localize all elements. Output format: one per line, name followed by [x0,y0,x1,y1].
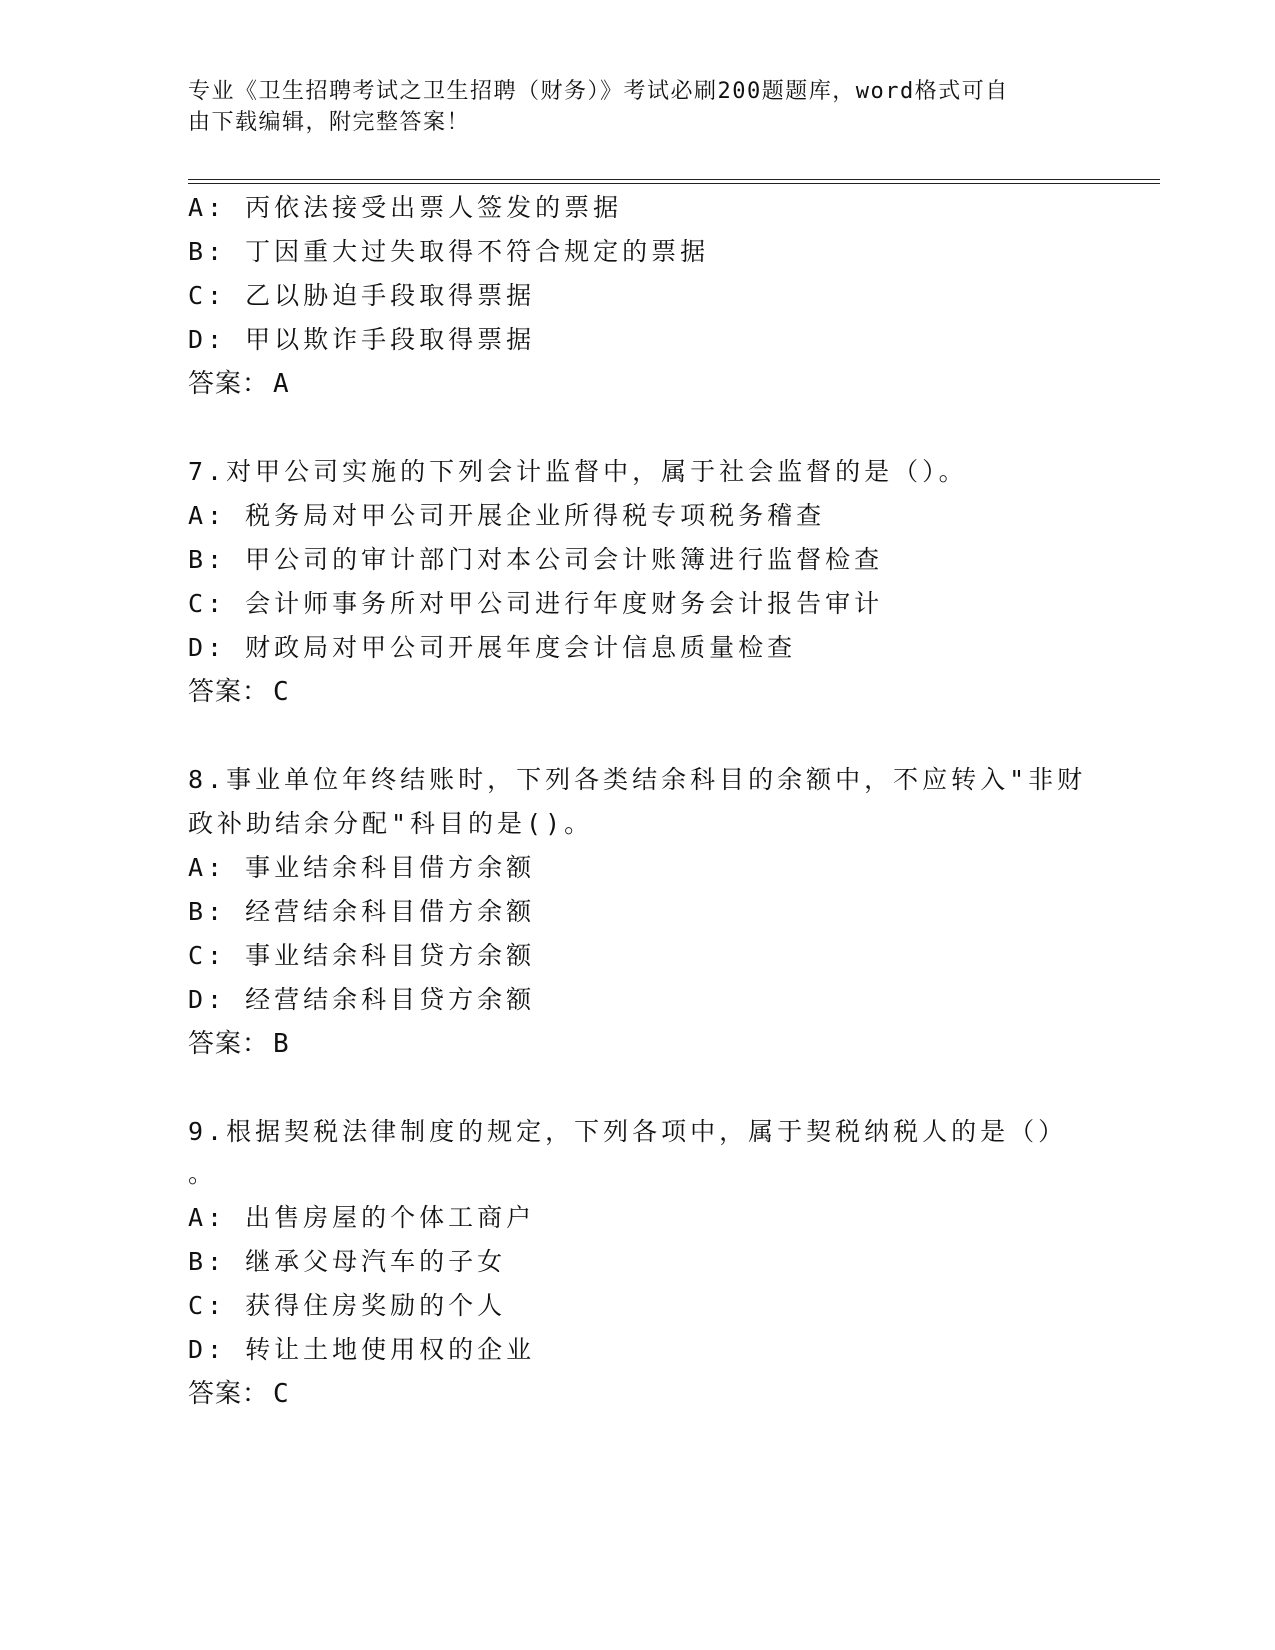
header-divider-top [188,179,1160,180]
answer-label: 答案： [188,1379,270,1409]
q8-option-b: B: 经营结余科目借方余额 [188,897,536,926]
q7-answer [188,676,290,708]
answer-label: 答案： [188,369,270,399]
q7-option-b: B: 甲公司的审计部门对本公司会计账簿进行监督检查 [188,545,884,574]
q9-option-d: D: 转让土地使用权的企业 [188,1335,536,1364]
answer-value: C [273,677,290,707]
q9-question-line-1: 9.根据契税法律制度的规定，下列各项中，属于契税纳税人的是（） [188,1117,1068,1146]
answer-label: 答案： [188,1029,270,1059]
q6-option-b: B: 丁因重大过失取得不符合规定的票据 [188,237,710,266]
q8-question-line-1: 8.事业单位年终结账时，下列各类结余科目的余额中，不应转入"非财 [188,765,1087,794]
document-header [188,76,1068,138]
q8-option-d: D: 经营结余科目贷方余额 [188,985,536,1014]
header-line-1: 专业《卫生招聘考试之卫生招聘（财务）》考试必刷200题题库，word格式可自 [188,79,1009,104]
q9-answer [188,1378,290,1410]
q9-option-c: C: 获得住房奖励的个人 [188,1291,507,1320]
q8-option-c: C: 事业结余科目贷方余额 [188,941,536,970]
header-line-2: 由下载编辑，附完整答案！ [188,110,471,135]
q7-option-d: D: 财政局对甲公司开展年度会计信息质量检查 [188,633,797,662]
q9-option-b: B: 继承父母汽车的子女 [188,1247,507,1276]
q9-question-line-2: 。 [188,1159,218,1188]
q7-option-a: A: 税务局对甲公司开展企业所得税专项税务稽查 [188,501,826,530]
answer-value: C [273,1379,290,1409]
answer-label: 答案： [188,677,270,707]
q9-option-a: A: 出售房屋的个体工商户 [188,1203,536,1232]
q6-option-d: D: 甲以欺诈手段取得票据 [188,325,536,354]
q6-answer [188,368,290,400]
q8-answer [188,1028,290,1060]
header-divider-bottom [188,183,1160,184]
q8-option-a: A: 事业结余科目借方余额 [188,853,536,882]
answer-value: A [273,369,290,399]
q8-question-line-2: 政补助结余分配"科目的是()。 [188,809,594,838]
q7-option-c: C: 会计师事务所对甲公司进行年度财务会计报告审计 [188,589,884,618]
q6-option-a: A: 丙依法接受出票人签发的票据 [188,193,623,222]
q6-option-c: C: 乙以胁迫手段取得票据 [188,281,536,310]
q7-question: 7.对甲公司实施的下列会计监督中，属于社会监督的是（）。 [188,457,968,486]
answer-value: B [273,1029,290,1059]
